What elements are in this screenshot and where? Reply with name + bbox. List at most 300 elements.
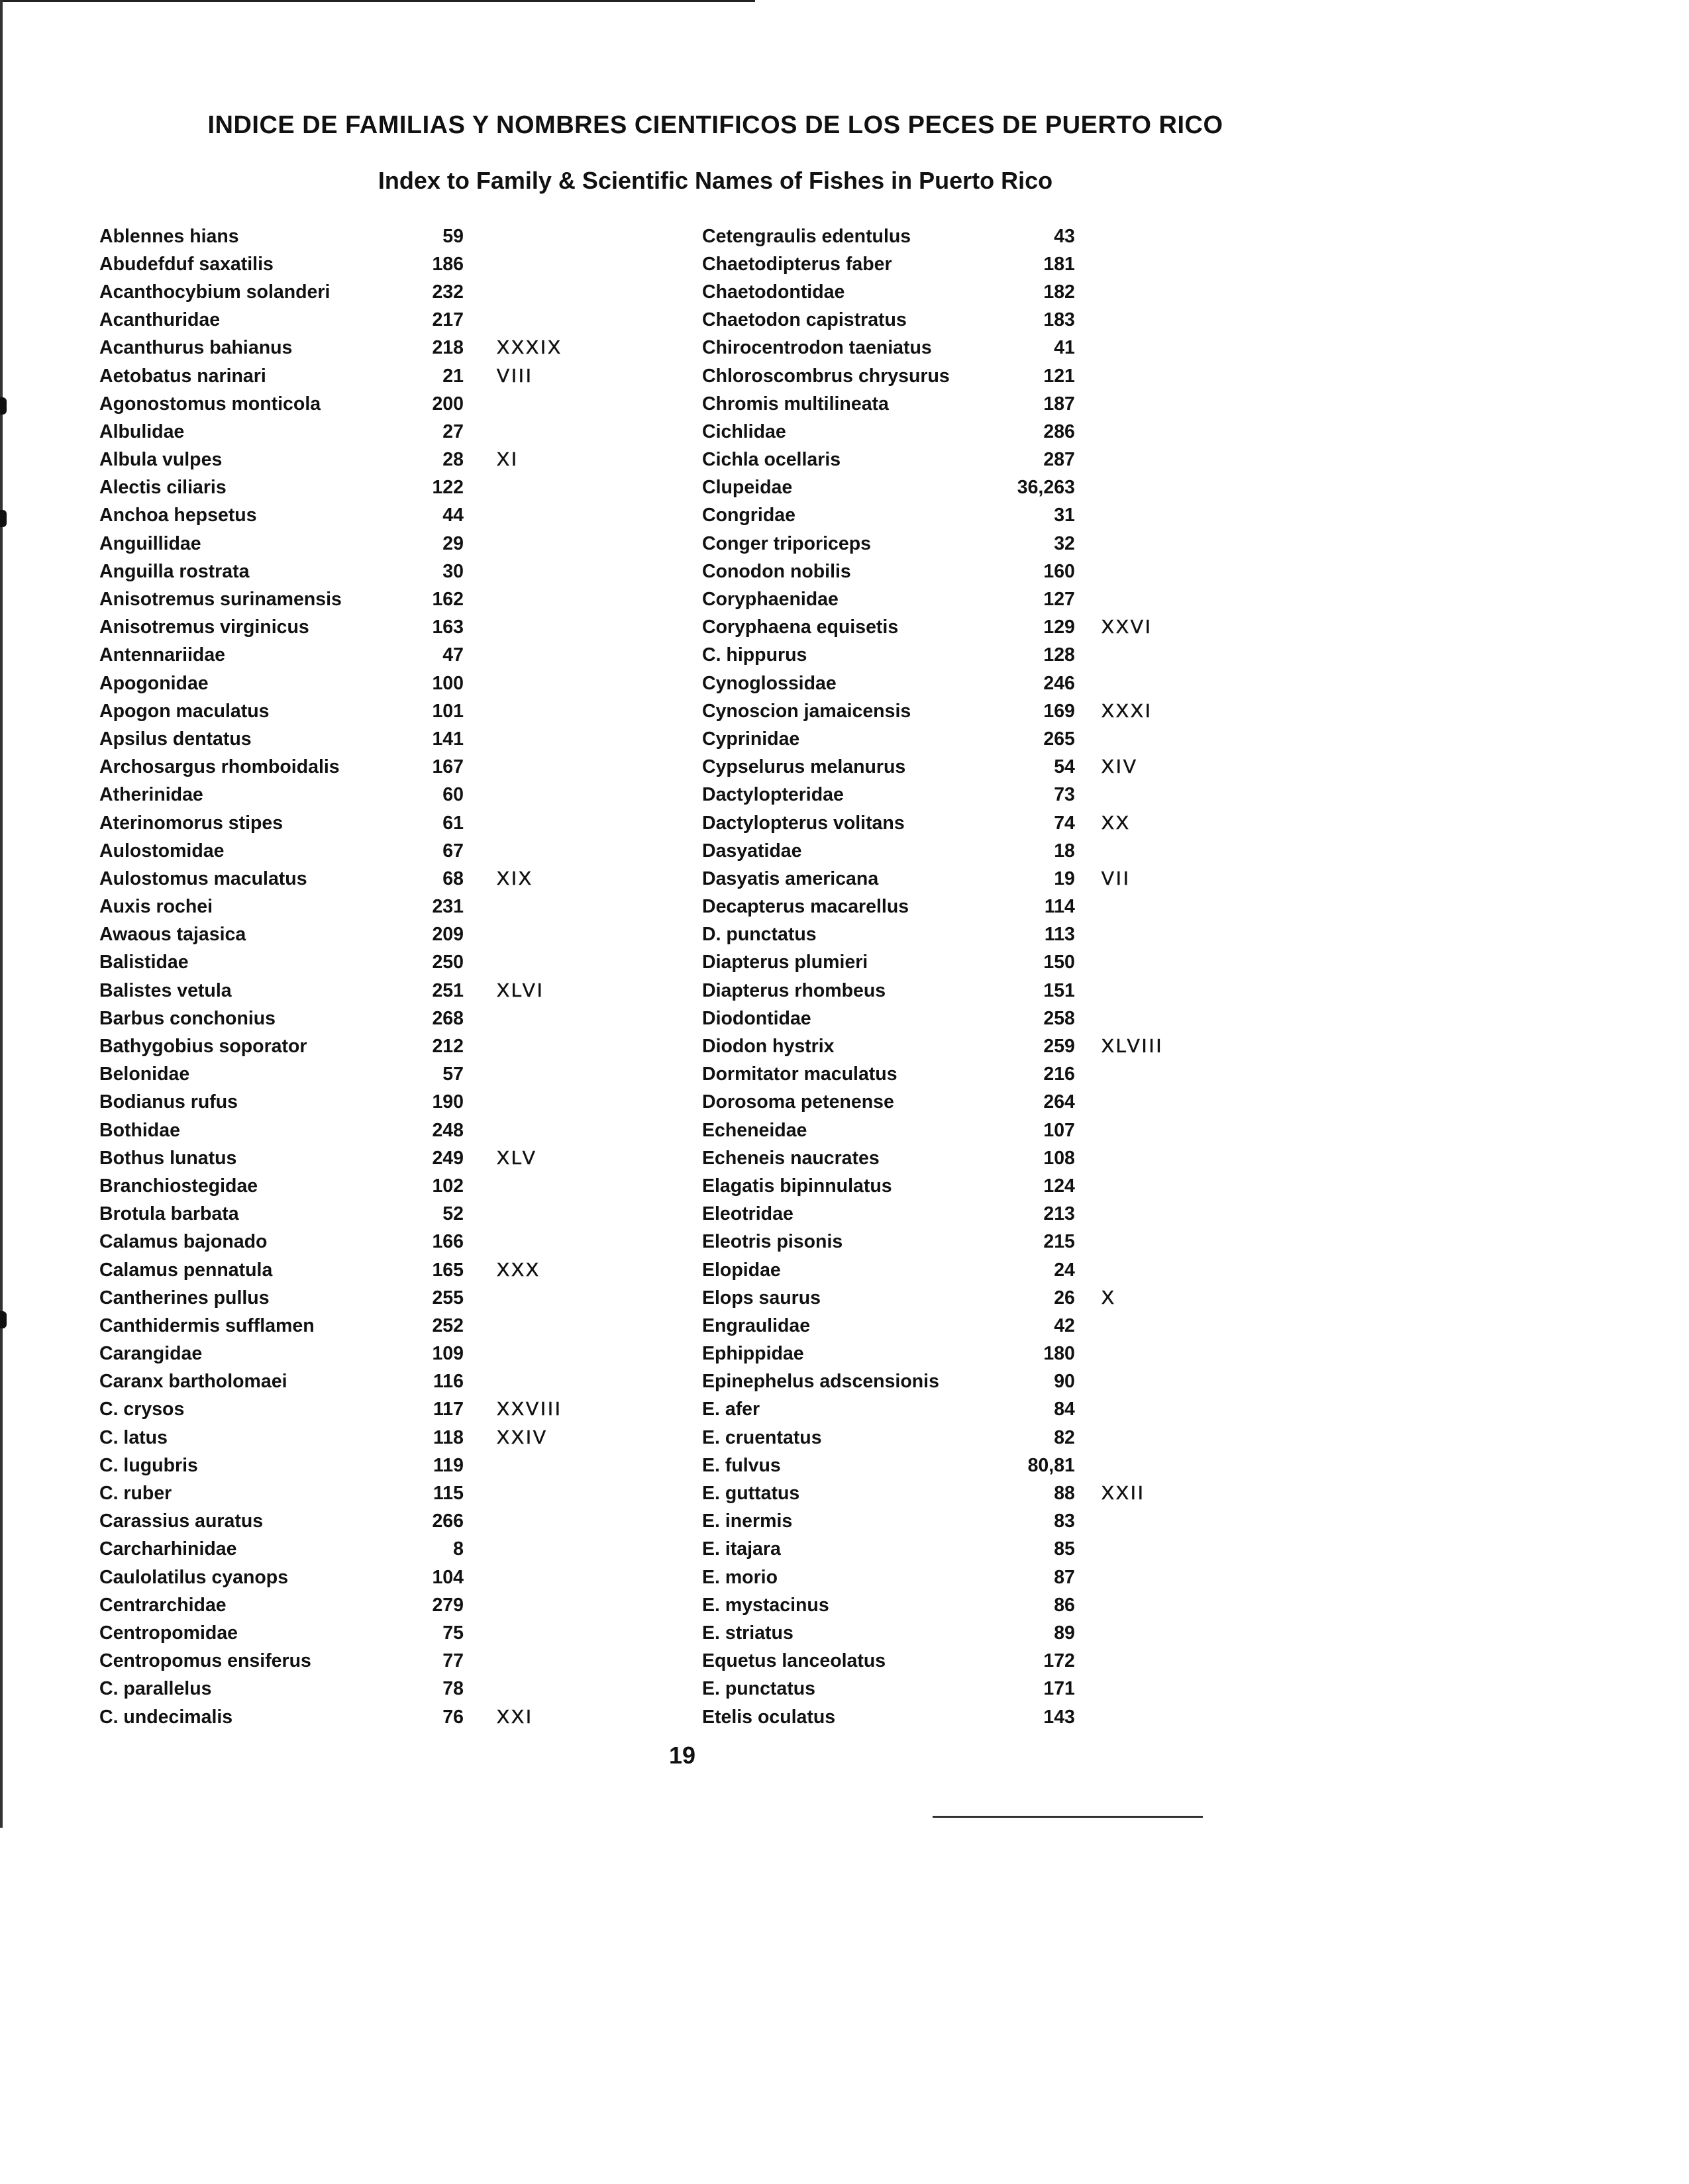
- index-entry: [99, 1675, 603, 1703]
- page-reference: 232: [432, 281, 464, 303]
- page-reference: 113: [1044, 924, 1075, 946]
- index-entry: [702, 865, 1199, 893]
- species-name: Cyprinidae: [702, 728, 800, 750]
- species-name: Chirocentrodon taeniatus: [702, 337, 932, 359]
- species-name: Coryphaenidae: [702, 589, 839, 611]
- index-entry: [99, 585, 603, 613]
- species-name: Equetus lanceolatus: [702, 1650, 886, 1672]
- index-entry: [99, 1479, 603, 1507]
- index-entry: [99, 921, 603, 949]
- page-reference: 209: [432, 924, 464, 946]
- binding-mark: [0, 1311, 7, 1328]
- index-entry: [702, 278, 1199, 306]
- page-reference: 100: [432, 672, 464, 694]
- species-name: Anchoa hepsetus: [99, 505, 257, 526]
- page-reference: 141: [432, 728, 464, 750]
- species-name: Chaetodipterus faber: [702, 253, 892, 275]
- page-reference: 143: [1043, 1706, 1075, 1728]
- page-reference: 31: [1054, 505, 1075, 526]
- plate-reference: XLVI: [497, 979, 544, 1001]
- species-name: Carassius auratus: [99, 1511, 264, 1532]
- index-entry: [702, 1619, 1199, 1647]
- index-entry: [702, 670, 1199, 697]
- index-entry: [99, 223, 603, 250]
- page-reference: 150: [1043, 952, 1075, 973]
- index-entry: [99, 1312, 603, 1340]
- species-name: E. afer: [702, 1399, 760, 1420]
- species-name: C. parallelus: [99, 1678, 212, 1700]
- page-reference: 77: [442, 1650, 464, 1672]
- page-reference: 215: [1043, 1231, 1075, 1253]
- index-entry: [702, 1061, 1199, 1089]
- page-reference: 128: [1043, 644, 1075, 666]
- species-name: E. striatus: [702, 1622, 793, 1644]
- plate-reference: XXVI: [1101, 617, 1152, 638]
- species-name: Anisotremus surinamensis: [99, 589, 342, 611]
- species-name: Elagatis bipinnulatus: [702, 1175, 892, 1197]
- species-name: Centropomus ensiferus: [99, 1650, 311, 1672]
- page-reference: 117: [433, 1399, 464, 1420]
- species-name: Aulostomidae: [99, 840, 225, 862]
- page-reference: 231: [432, 896, 464, 918]
- species-name: Chaetodontidae: [702, 281, 845, 303]
- species-name: Branchiostegidae: [99, 1175, 258, 1197]
- page-reference: 52: [442, 1203, 464, 1225]
- index-entry: [99, 893, 603, 921]
- page-reference: 216: [1043, 1064, 1075, 1085]
- index-entry: [99, 446, 603, 474]
- index-entry: [702, 1479, 1199, 1507]
- index-entry: [99, 1256, 603, 1284]
- species-name: Acanthurus bahianus: [99, 337, 293, 359]
- species-name: Dorosoma petenense: [702, 1091, 894, 1113]
- index-entry: [99, 1201, 603, 1228]
- species-name: Abudefduf saxatilis: [99, 253, 274, 275]
- species-name: Clupeidae: [702, 477, 793, 499]
- page-reference: 251: [432, 979, 464, 1001]
- page-reference: 86: [1054, 1594, 1075, 1616]
- species-name: Cynoscion jamaicensis: [702, 700, 911, 722]
- species-name: Calamus bajonado: [99, 1231, 268, 1253]
- page-reference: 246: [1043, 672, 1075, 694]
- page-reference: 101: [432, 700, 464, 722]
- plate-reference: XLVIII: [1101, 1036, 1164, 1058]
- index-entry: [702, 725, 1199, 753]
- species-name: Aetobatus narinari: [99, 365, 266, 387]
- species-name: Dasyatidae: [702, 840, 802, 862]
- page-reference: 68: [442, 868, 464, 889]
- species-name: Conger triporiceps: [702, 532, 871, 554]
- index-entry: [702, 1424, 1199, 1452]
- species-name: Cantherines pullus: [99, 1287, 270, 1309]
- species-name: Eleotridae: [702, 1203, 793, 1225]
- index-entry: [702, 1536, 1199, 1564]
- species-name: Aulostomus maculatus: [99, 868, 307, 889]
- index-entry: [702, 1340, 1199, 1368]
- page-title: INDICE DE FAMILIAS Y NOMBRES CIENTIFICOS DE LOS PECES DE PUERTO RICO: [207, 111, 1223, 139]
- species-name: Diodon hystrix: [702, 1036, 835, 1058]
- page-reference: 80,81: [1027, 1454, 1075, 1476]
- index-entry: [99, 781, 603, 809]
- plate-reference: XI: [497, 449, 519, 471]
- species-name: Cypselurus melanurus: [702, 756, 906, 778]
- plate-reference: X: [1101, 1287, 1116, 1309]
- page-reference: 119: [433, 1454, 464, 1476]
- index-entry: [99, 1061, 603, 1089]
- plate-reference: XXXIX: [497, 337, 562, 359]
- index-entry: [99, 697, 603, 725]
- species-name: Dactylopterus volitans: [702, 812, 905, 834]
- page-reference: 264: [1043, 1091, 1075, 1113]
- page-reference: 74: [1054, 812, 1075, 834]
- page-reference: 76: [442, 1706, 464, 1728]
- index-entry: [99, 558, 603, 585]
- species-name: Elops saurus: [702, 1287, 821, 1309]
- index-entry: [99, 1591, 603, 1619]
- plate-reference: XXII: [1101, 1483, 1145, 1505]
- page-reference: 252: [432, 1315, 464, 1336]
- index-entry: [99, 1172, 603, 1200]
- top-border-line: [0, 0, 755, 2]
- species-name: Acanthocybium solanderi: [99, 281, 331, 303]
- plate-reference: XXVIII: [497, 1399, 562, 1420]
- page-subtitle: Index to Family & Scientific Names of Fishes in Puerto Rico: [378, 167, 1053, 194]
- index-entry: [99, 1284, 603, 1312]
- species-name: E. itajara: [702, 1538, 781, 1560]
- species-name: Ephippidae: [702, 1343, 804, 1365]
- species-name: Cichlidae: [702, 421, 786, 442]
- species-name: Apogon maculatus: [99, 700, 270, 722]
- species-name: Echeneis naucrates: [702, 1147, 880, 1169]
- page-reference: 54: [1054, 756, 1075, 778]
- page-reference: 266: [432, 1511, 464, 1532]
- species-name: D. punctatus: [702, 924, 817, 946]
- species-name: Cynoglossidae: [702, 672, 837, 694]
- index-entry: [702, 1256, 1199, 1284]
- species-name: E. fulvus: [702, 1454, 781, 1476]
- page-reference: 87: [1054, 1566, 1075, 1588]
- species-name: Balistidae: [99, 952, 189, 973]
- species-name: Carcharhinidae: [99, 1538, 237, 1560]
- page-reference: 248: [432, 1119, 464, 1141]
- index-entry: [702, 474, 1199, 502]
- index-entry: [702, 1172, 1199, 1200]
- species-name: Canthidermis sufflamen: [99, 1315, 315, 1336]
- index-entry: [702, 1032, 1199, 1060]
- species-name: Apogonidae: [99, 672, 209, 694]
- plate-reference: XIV: [1101, 756, 1138, 778]
- page-reference: 21: [442, 365, 464, 387]
- page-reference: 160: [1043, 560, 1075, 582]
- page-reference: 67: [442, 840, 464, 862]
- index-entry: [99, 1340, 603, 1368]
- plate-reference: VIII: [497, 365, 533, 387]
- page-reference: 286: [1043, 421, 1075, 442]
- index-entry: [99, 502, 603, 530]
- index-entry: [702, 334, 1199, 362]
- index-entry: [702, 754, 1199, 781]
- index-entry: [99, 362, 603, 390]
- page-reference: 83: [1054, 1511, 1075, 1532]
- species-name: Balistes vetula: [99, 979, 232, 1001]
- species-name: E. inermis: [702, 1511, 793, 1532]
- index-entry: [702, 558, 1199, 585]
- plate-reference: XXX: [497, 1259, 541, 1281]
- index-entry: [99, 837, 603, 865]
- page-reference: 165: [432, 1259, 464, 1281]
- species-name: Caranx bartholomaei: [99, 1371, 287, 1393]
- species-name: E. morio: [702, 1566, 778, 1588]
- left-border-line: [0, 0, 3, 1828]
- species-name: Centrarchidae: [99, 1594, 227, 1616]
- index-entry: [702, 250, 1199, 278]
- page-reference: 8: [453, 1538, 464, 1560]
- index-entry: [99, 418, 603, 446]
- species-name: Dormitator maculatus: [702, 1064, 897, 1085]
- page-reference: 171: [1043, 1678, 1075, 1700]
- page-reference: 44: [442, 505, 464, 526]
- page-reference: 75: [442, 1622, 464, 1644]
- page-reference: 60: [442, 784, 464, 806]
- species-name: Alectis ciliaris: [99, 477, 227, 499]
- species-name: Albula vulpes: [99, 449, 223, 471]
- page-number: 19: [668, 1742, 696, 1769]
- species-name: Epinephelus adscensionis: [702, 1371, 939, 1393]
- species-name: C. undecimalis: [99, 1706, 233, 1728]
- page-reference: 18: [1054, 840, 1075, 862]
- index-entry: [99, 1703, 603, 1731]
- page-reference: 287: [1043, 449, 1075, 471]
- index-entry: [702, 390, 1199, 418]
- index-entry: [702, 837, 1199, 865]
- page-reference: 217: [432, 309, 464, 331]
- page-reference: 118: [433, 1426, 464, 1448]
- index-entry: [702, 1201, 1199, 1228]
- index-entry: [702, 1089, 1199, 1117]
- index-entry: [702, 502, 1199, 530]
- species-name: Anisotremus virginicus: [99, 617, 309, 638]
- page-reference: 85: [1054, 1538, 1075, 1560]
- index-entry: [702, 1675, 1199, 1703]
- index-entry: [702, 585, 1199, 613]
- plate-reference: XLV: [497, 1147, 537, 1169]
- index-entry: [99, 278, 603, 306]
- index-entry: [99, 1396, 603, 1424]
- index-entry: [99, 949, 603, 977]
- species-name: C. hippurus: [702, 644, 807, 666]
- index-entry: [702, 1396, 1199, 1424]
- page-reference: 41: [1054, 337, 1075, 359]
- page-reference: 166: [432, 1231, 464, 1253]
- index-entry: [99, 334, 603, 362]
- species-name: Atherinidae: [99, 784, 203, 806]
- index-entry: [99, 1508, 603, 1536]
- page-reference: 78: [442, 1678, 464, 1700]
- index-entry: [99, 642, 603, 670]
- species-name: Carangidae: [99, 1343, 203, 1365]
- species-name: C. latus: [99, 1426, 168, 1448]
- page-reference: 107: [1043, 1119, 1075, 1141]
- plate-reference: XX: [1101, 812, 1131, 834]
- species-name: Bodianus rufus: [99, 1091, 238, 1113]
- index-entry: [702, 642, 1199, 670]
- page-reference: 200: [432, 393, 464, 415]
- page-reference: 218: [432, 337, 464, 359]
- binding-mark: [0, 510, 7, 527]
- page-reference: 19: [1054, 868, 1075, 889]
- page-reference: 32: [1054, 532, 1075, 554]
- index-entry: [702, 1284, 1199, 1312]
- index-entry: [702, 809, 1199, 837]
- species-name: Chloroscombrus chrysurus: [702, 365, 950, 387]
- index-entry: [99, 1424, 603, 1452]
- index-column-right: [702, 223, 1199, 1731]
- index-entry: [702, 307, 1199, 334]
- index-entry: [99, 1368, 603, 1396]
- page-reference: 26: [1054, 1287, 1075, 1309]
- page-reference: 89: [1054, 1622, 1075, 1644]
- bottom-rule: [933, 1816, 1203, 1818]
- index-entry: [702, 362, 1199, 390]
- index-entry: [702, 1005, 1199, 1032]
- species-name: Congridae: [702, 505, 795, 526]
- page-reference: 162: [432, 589, 464, 611]
- species-name: Engraulidae: [702, 1315, 811, 1336]
- page-reference: 115: [433, 1483, 464, 1505]
- index-entry: [702, 949, 1199, 977]
- index-entry: [99, 307, 603, 334]
- page-reference: 61: [442, 812, 464, 834]
- index-entry: [99, 1536, 603, 1564]
- species-name: Anguillidae: [99, 532, 201, 554]
- index-entry: [702, 921, 1199, 949]
- page-reference: 268: [432, 1007, 464, 1029]
- index-entry: [702, 1228, 1199, 1256]
- page-reference: 265: [1043, 728, 1075, 750]
- species-name: Diapterus rhombeus: [702, 979, 886, 1001]
- species-name: Antennariidae: [99, 644, 226, 666]
- page-reference: 84: [1054, 1399, 1075, 1420]
- species-name: Bothidae: [99, 1119, 180, 1141]
- page-reference: 57: [442, 1064, 464, 1085]
- page-reference: 47: [442, 644, 464, 666]
- page-reference: 167: [432, 756, 464, 778]
- page-reference: 73: [1054, 784, 1075, 806]
- species-name: Eleotris pisonis: [702, 1231, 843, 1253]
- page-reference: 151: [1043, 979, 1075, 1001]
- index-entry: [99, 1452, 603, 1479]
- index-entry: [702, 1591, 1199, 1619]
- species-name: Etelis oculatus: [702, 1706, 836, 1728]
- species-name: Awaous tajasica: [99, 924, 246, 946]
- index-entry: [99, 1228, 603, 1256]
- species-name: Cichla ocellaris: [702, 449, 841, 471]
- index-entry: [702, 1452, 1199, 1479]
- index-entry: [702, 418, 1199, 446]
- species-name: Echeneidae: [702, 1119, 807, 1141]
- plate-reference: VII: [1101, 868, 1131, 889]
- page-reference: 90: [1054, 1371, 1075, 1393]
- species-name: Barbus conchonius: [99, 1007, 276, 1029]
- page-reference: 29: [442, 532, 464, 554]
- page-reference: 30: [442, 560, 464, 582]
- index-entry: [99, 1648, 603, 1675]
- species-name: Anguilla rostrata: [99, 560, 250, 582]
- page-reference: 88: [1054, 1483, 1075, 1505]
- species-name: C. ruber: [99, 1483, 172, 1505]
- index-entry: [99, 1619, 603, 1647]
- page-reference: 279: [432, 1594, 464, 1616]
- index-entry: [99, 1144, 603, 1172]
- index-column-left: [99, 223, 603, 1731]
- plate-reference: XIX: [497, 868, 533, 889]
- page-reference: 213: [1043, 1203, 1075, 1225]
- species-name: E. punctatus: [702, 1678, 816, 1700]
- page-reference: 122: [432, 477, 464, 499]
- index-entry: [99, 614, 603, 642]
- page-reference: 124: [1043, 1175, 1075, 1197]
- index-entry: [702, 1144, 1199, 1172]
- page-reference: 36,263: [1017, 477, 1075, 499]
- page-reference: 114: [1044, 896, 1075, 918]
- species-name: Aterinomorus stipes: [99, 812, 283, 834]
- page-reference: 180: [1043, 1343, 1075, 1365]
- species-name: Chaetodon capistratus: [702, 309, 907, 331]
- page-reference: 172: [1043, 1650, 1075, 1672]
- species-name: Apsilus dentatus: [99, 728, 252, 750]
- page-reference: 59: [442, 225, 464, 247]
- species-name: Diapterus plumieri: [702, 952, 868, 973]
- page-reference: 102: [432, 1175, 464, 1197]
- page-reference: 212: [432, 1036, 464, 1058]
- index-entry: [99, 474, 603, 502]
- plate-reference: XXIV: [497, 1426, 548, 1448]
- index-entry: [702, 977, 1199, 1005]
- index-entry: [99, 250, 603, 278]
- page-reference: 255: [432, 1287, 464, 1309]
- index-entry: [99, 865, 603, 893]
- index-entry: [702, 614, 1199, 642]
- species-name: Centropomidae: [99, 1622, 238, 1644]
- index-entry: [99, 530, 603, 558]
- index-entry: [99, 1089, 603, 1117]
- page-reference: 24: [1054, 1259, 1075, 1281]
- binding-mark: [0, 397, 7, 415]
- page-reference: 104: [432, 1566, 464, 1588]
- index-entry: [702, 1312, 1199, 1340]
- species-name: Ablennes hians: [99, 225, 239, 247]
- index-entry: [702, 781, 1199, 809]
- species-name: E. cruentatus: [702, 1426, 822, 1448]
- page-reference: 181: [1043, 253, 1075, 275]
- page-reference: 190: [432, 1091, 464, 1113]
- page-reference: 183: [1043, 309, 1075, 331]
- species-name: Conodon nobilis: [702, 560, 851, 582]
- page-reference: 127: [1043, 589, 1075, 611]
- species-name: Dactylopteridae: [702, 784, 844, 806]
- species-name: Albulidae: [99, 421, 185, 442]
- index-entry: [99, 1005, 603, 1032]
- page-reference: 42: [1054, 1315, 1075, 1336]
- page-reference: 169: [1043, 700, 1075, 722]
- index-entry: [99, 390, 603, 418]
- page-reference: 259: [1043, 1036, 1075, 1058]
- species-name: Elopidae: [702, 1259, 781, 1281]
- species-name: Coryphaena equisetis: [702, 617, 899, 638]
- page-reference: 109: [432, 1343, 464, 1365]
- index-entry: [702, 893, 1199, 921]
- species-name: Bothus lunatus: [99, 1147, 237, 1169]
